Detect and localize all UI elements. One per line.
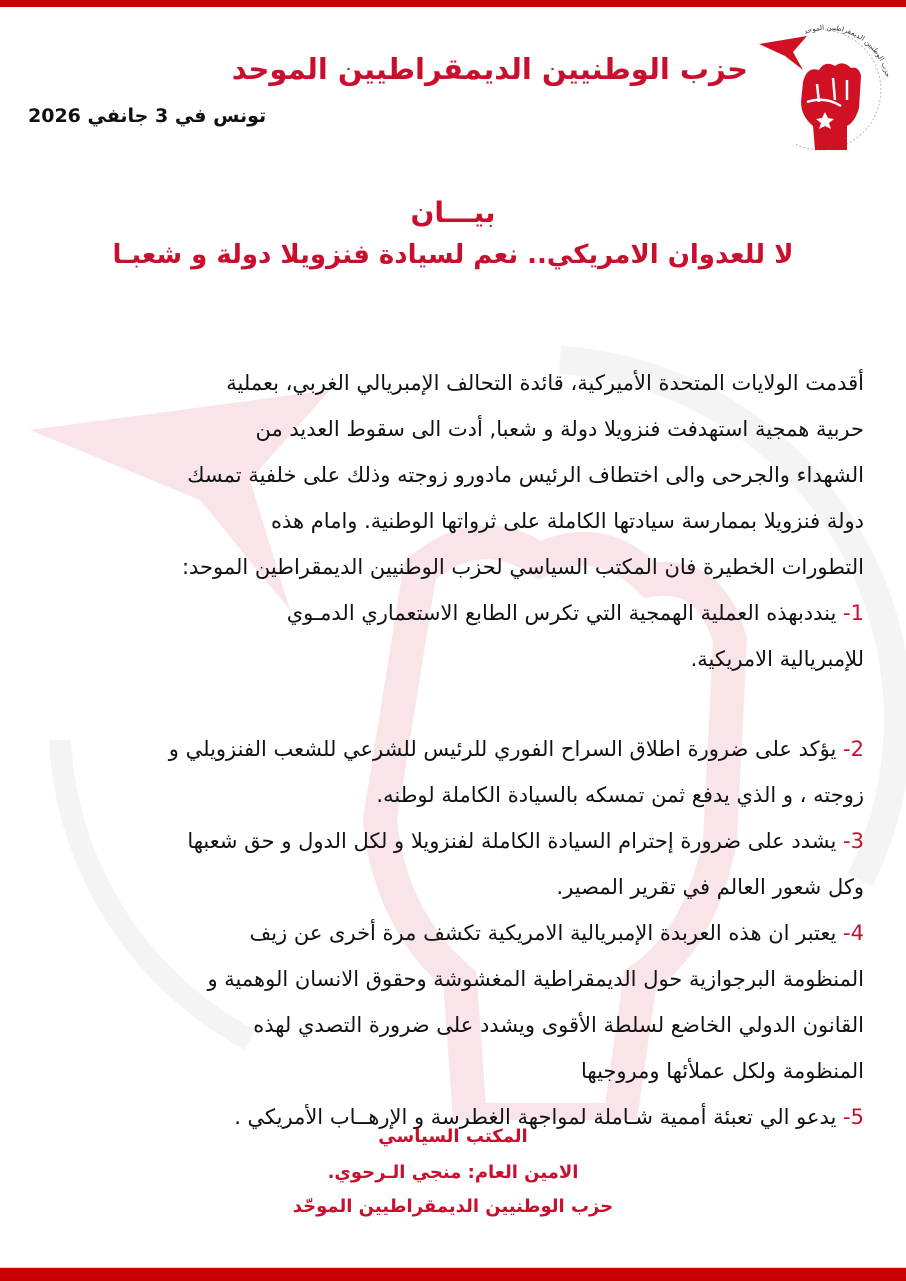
date-line: تونس في 3 جانفي 2026: [28, 105, 267, 127]
point-text: يعتبر ان هذه العربدة الإمبريالية الامريكية تكشف مرة أخرى عن زيف: [249, 921, 837, 945]
spacer: [28, 682, 864, 726]
party-logo-icon: [755, 22, 895, 157]
statement-subtitle: لا للعدوان الامريكي.. نعم لسيادة فنزويلا دولة و شعبـا: [112, 240, 794, 270]
point-number: 2-: [843, 737, 864, 761]
point-3-continued: وكل شعور العالم في تقرير المصير.: [556, 875, 864, 899]
logo-ring-text: حزب الوطنيين الديمقراطيين الموحد: [802, 23, 892, 78]
point-1-continued: للإمبريالية الامريكية.: [690, 647, 864, 671]
statement-body: [28, 360, 864, 1140]
intro-line: دولة فنزويلا بممارسة سيادتها الكاملة على ثرواتها الوطنية. وامام هذه: [271, 509, 864, 533]
intro-line: أقدمت الولايات المتحدة الأميركية، قائدة التحالف الإمبريالي الغربي، بعملية: [226, 371, 864, 395]
intro-line: الشهداء والجرحى والى اختطاف الرئيس مادورو زوجته وذلك على خلفية تمسك: [187, 463, 864, 487]
party-name-heading: حزب الوطنيين الديمقراطيين الموحد: [231, 52, 748, 86]
point-1: [28, 590, 864, 636]
point-text: يؤكد على ضرورة اطلاق السراح الفوري للرئيس للشرعي للشعب الفنزويلي و: [168, 737, 837, 761]
point-number: 3-: [843, 829, 864, 853]
bottom-red-bar: [0, 1267, 906, 1281]
point-number: 5-: [843, 1105, 864, 1129]
point-text: يدعو الي تعبئة أممية شـاملة لمواجهة الغطرسة و الإرهــاب الأمريكي .: [234, 1105, 837, 1129]
signature-secretary: الامين العام: منجي الـرحوي.: [327, 1162, 579, 1183]
point-text: يشدد على ضرورة إحترام السيادة الكاملة لفنزويلا و لكل الدول و حق شعبها: [187, 829, 837, 853]
signature-office: المكتب السياسي: [378, 1126, 528, 1147]
point-2-continued: زوجته ، و الذي يدفع ثمن تمسكه بالسيادة الكاملة لوطنه.: [376, 783, 864, 807]
statement-title: بيـــان: [410, 196, 496, 229]
point-4-continued: القانون الدولي الخاضع لسلطة الأقوى ويشدد على ضرورة التصدي لهذه: [253, 1013, 864, 1037]
point-4: [28, 910, 864, 956]
intro-line: حربية همجية استهدفت فنزويلا دولة و شعبا, أدت الى سقوط العديد من: [255, 417, 864, 441]
point-3: [28, 818, 864, 864]
intro-line: التطورات الخطيرة فان المكتب السياسي لحزب الوطنيين الديمقراطين الموحد:: [181, 555, 864, 579]
top-red-bar: [0, 0, 906, 7]
point-number: 1-: [843, 601, 864, 625]
point-number: 4-: [843, 921, 864, 945]
point-2: [28, 726, 864, 772]
point-4-continued: المنظومة البرجوازية حول الديمقراطية المغشوشة وحقوق الانسان الوهمية و: [207, 967, 864, 991]
point-text: ينددبهذه العملية الهمجية التي تكرس الطابع الاستعماري الدمـوي: [286, 601, 837, 625]
point-4-continued: المنظومة ولكل عملأئها ومروجيها: [581, 1059, 864, 1083]
signature-party: حزب الوطنيين الديمقراطيين الموحّد: [292, 1196, 614, 1217]
